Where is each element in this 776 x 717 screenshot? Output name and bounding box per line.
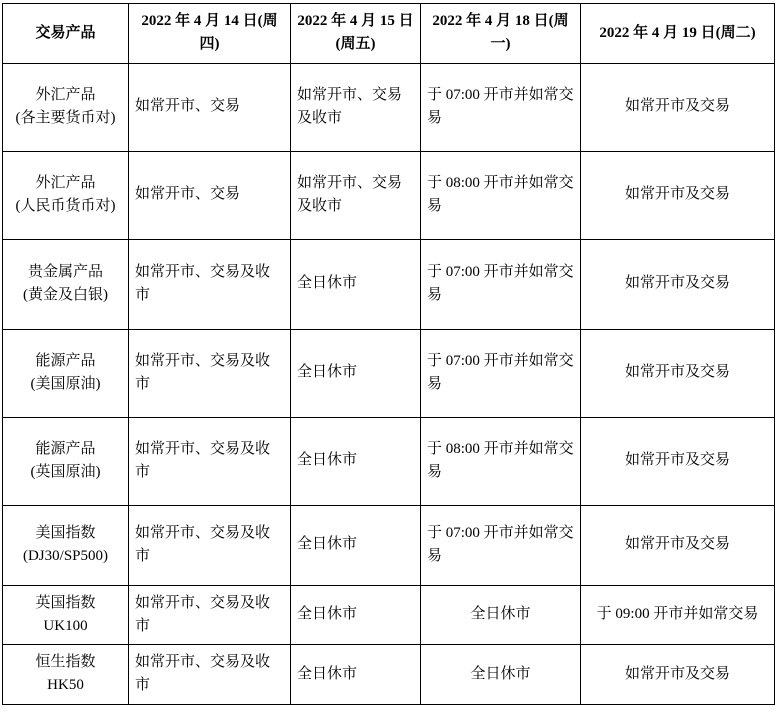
product-name-cell: [3, 645, 129, 705]
product-name-line1: 恒生指数: [35, 654, 96, 670]
table-row: [3, 329, 775, 417]
schedule-cell-apr15: 全日休市: [291, 329, 421, 417]
schedule-cell-apr19: 如常开市及交易: [581, 239, 775, 329]
product-name-line1: 英国指数: [35, 594, 96, 611]
schedule-cell-apr15: 如常开市、交易及收市: [291, 151, 421, 239]
column-header-apr15: 2022 年 4 月 15 日(周五): [291, 4, 421, 64]
schedule-cell-apr18: 于 07:00 开市并如常交易: [421, 239, 581, 329]
schedule-cell-apr19: 如常开市及交易: [581, 329, 775, 417]
product-name-cell: [3, 151, 129, 239]
schedule-cell-apr19: 如常开市及交易: [581, 505, 775, 585]
schedule-cell-apr15: 全日休市: [291, 417, 421, 505]
schedule-cell-apr19: 如常开市及交易: [581, 417, 775, 505]
table-row: [3, 505, 775, 585]
schedule-cell-apr18: 于 07:00 开市并如常交易: [421, 63, 581, 151]
product-name-line2: (黄金及白银): [23, 287, 108, 303]
schedule-cell-apr19: 如常开市及交易: [581, 151, 775, 239]
schedule-cell-apr14: 如常开市、交易及收市: [129, 505, 291, 585]
table-row: [3, 585, 775, 645]
schedule-cell-apr15: 全日休市: [291, 239, 421, 329]
product-name-cell: [3, 505, 129, 585]
product-name-line1: 能源产品: [35, 440, 96, 457]
product-name-line1: 贵金属产品: [27, 263, 103, 280]
schedule-cell-apr14: 如常开市、交易及收市: [129, 329, 291, 417]
schedule-cell-apr19: 如常开市及交易: [581, 63, 775, 151]
schedule-cell-apr15: 如常开市、交易及收市: [291, 63, 421, 151]
product-name-line2: (人民币货币对): [15, 198, 116, 214]
table-row: [3, 417, 775, 505]
product-name-cell: [3, 239, 129, 329]
schedule-cell-apr18: 全日休市: [421, 585, 581, 645]
trading-schedule-table: [2, 3, 775, 705]
product-name-cell: [3, 585, 129, 645]
product-name-cell: [3, 63, 129, 151]
schedule-cell-apr19: 如常开市及交易: [581, 645, 775, 705]
table-row: [3, 645, 775, 705]
table-body: [3, 63, 775, 704]
product-name-cell: [3, 329, 129, 417]
table-row: [3, 239, 775, 329]
schedule-cell-apr18: 全日休市: [421, 645, 581, 705]
schedule-cell-apr14: 如常开市、交易: [129, 151, 291, 239]
schedule-cell-apr14: 如常开市、交易: [129, 63, 291, 151]
product-name-line2: UK100: [43, 617, 88, 634]
column-header-apr19: 2022 年 4 月 19 日(周二): [581, 4, 775, 64]
table-header: [3, 4, 775, 64]
schedule-cell-apr14: 如常开市、交易及收市: [129, 417, 291, 505]
product-name-line2: (DJ30/SP500): [22, 548, 108, 564]
schedule-cell-apr18: 于 08:00 开市并如常交易: [421, 151, 581, 239]
table-row: [3, 63, 775, 151]
product-name-line1: 外汇产品: [35, 86, 96, 103]
schedule-cell-apr14: 如常开市、交易及收市: [129, 585, 291, 645]
product-name-line1: 外汇产品: [35, 174, 96, 191]
schedule-cell-apr18: 于 07:00 开市并如常交易: [421, 505, 581, 585]
column-header-apr14: 2022 年 4 月 14 日(周四): [129, 4, 291, 64]
schedule-cell-apr15: 全日休市: [291, 585, 421, 645]
product-name-line2: (美国原油): [30, 376, 101, 392]
column-header-apr18: 2022 年 4 月 18 日(周一): [421, 4, 581, 64]
schedule-cell-apr14: 如常开市、交易及收市: [129, 645, 291, 705]
product-name-line2: HK50: [47, 677, 84, 694]
schedule-cell-apr15: 全日休市: [291, 645, 421, 705]
table-header-row: [3, 4, 775, 64]
schedule-cell-apr18: 于 08:00 开市并如常交易: [421, 417, 581, 505]
product-name-line1: 能源产品: [35, 352, 96, 369]
schedule-cell-apr19: 于 09:00 开市并如常交易: [581, 585, 775, 645]
product-name-line1: 美国指数: [35, 524, 96, 541]
table-row: [3, 151, 775, 239]
schedule-cell-apr18: 于 07:00 开市并如常交易: [421, 329, 581, 417]
product-name-cell: [3, 417, 129, 505]
schedule-cell-apr14: 如常开市、交易及收市: [129, 239, 291, 329]
product-name-line2: (各主要货币对): [15, 110, 116, 126]
product-name-line2: (英国原油): [30, 464, 101, 480]
schedule-cell-apr15: 全日休市: [291, 505, 421, 585]
column-header-product: 交易产品: [3, 4, 129, 64]
